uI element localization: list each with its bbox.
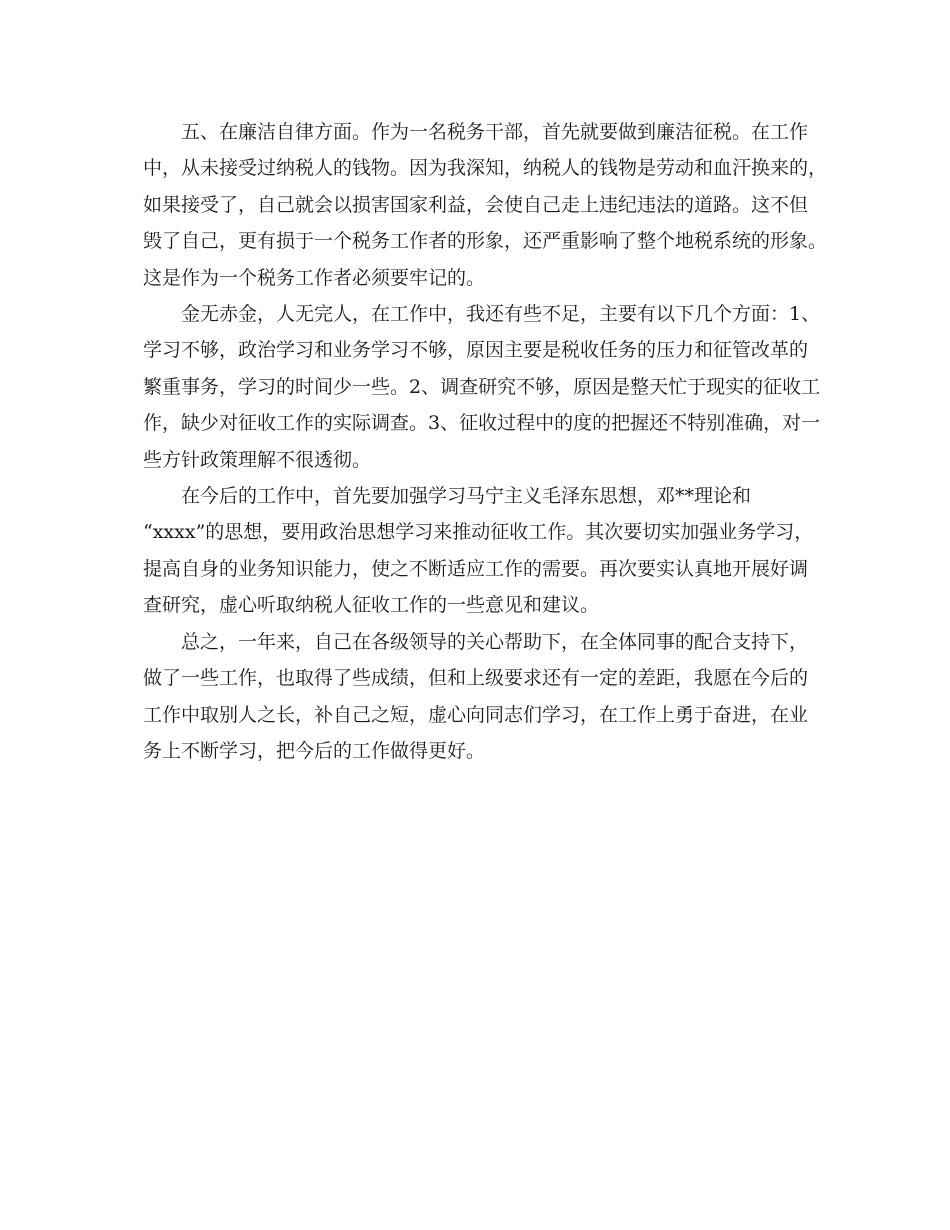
text-line: 中，从未接受过纳税人的钱物。因为我深知，纳税人的钱物是劳动和血汗换来的， [143, 157, 828, 180]
text-line: 这是作为一个税务工作者必须要牢记的。 [143, 266, 486, 289]
text-line: 五、在廉洁自律方面。作为一名税务干部，首先就要做到廉洁征税。在工作 [181, 121, 809, 143]
paragraph-integrity [143, 114, 828, 296]
text-line: 些方针政策理解不很透彻。 [143, 448, 372, 471]
text-line: 工作中取别人之长，补自己之短，虚心向同志们学习，在工作上勇于奋进，在业 [143, 703, 809, 726]
paragraph-shortcomings [143, 296, 821, 478]
text-line: 务上不断学习，把今后的工作做得更好。 [143, 739, 486, 762]
text-line: “xxxx”的思想，要用政治思想学习来推动征收工作。其次要切实加强业务学习， [143, 521, 814, 544]
text-line: 提高自身的业务知识能力，使之不断适应工作的需要。再次要实认真地开展好调 [143, 557, 809, 580]
text-line: 在今后的工作中，首先要加强学习马宁主义毛泽东思想，邓**理论和 [181, 485, 752, 508]
text-line: 如果接受了，自己就会以损害国家利益，会使自己走上违纪违法的道路。这不但 [143, 193, 809, 216]
text-line: 繁重事务，学习的时间少一些。2、调查研究不够，原因是整天忙于现实的征收工 [143, 375, 821, 398]
text-line: 毁了自己，更有损于一个税务工作者的形象，还严重影响了整个地税系统的形象。 [143, 230, 828, 253]
paragraph-summary [143, 624, 807, 770]
text-line: 总之，一年来，自己在各级领导的关心帮助下，在全体同事的配合支持下， [181, 630, 809, 653]
paragraph-future-work [143, 478, 814, 624]
text-line: 金无赤金，人无完人，在工作中，我还有些不足，主要有以下几个方面：1、 [181, 303, 821, 326]
text-line: 作，缺少对征收工作的实际调查。3、征收过程中的度的把握还不特别准确，对一 [143, 412, 821, 435]
text-line: 学习不够，政治学习和业务学习不够，原因主要是税收任务的压力和征管改革的 [143, 339, 809, 362]
text-line: 做了一些工作，也取得了些成绩，但和上级要求还有一定的差距，我愿在今后的 [143, 667, 809, 690]
text-line: 查研究，虚心听取纳税人征收工作的一些意见和建议。 [143, 594, 600, 617]
document-body [143, 114, 828, 769]
